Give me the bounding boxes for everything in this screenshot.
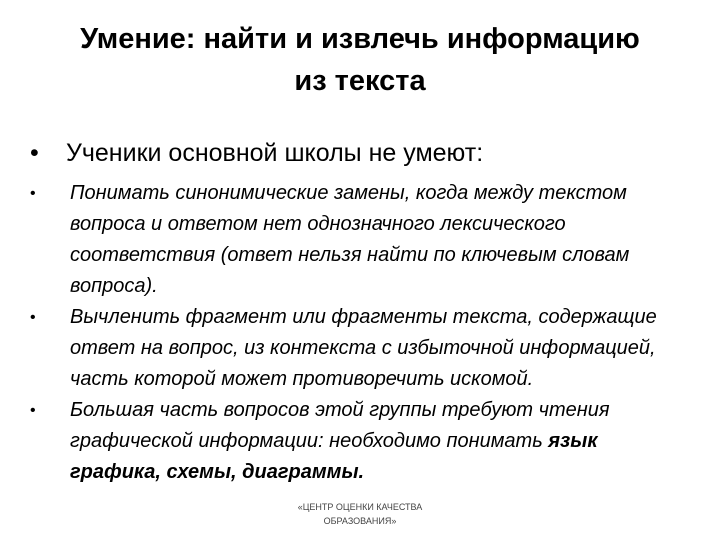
bullet-icon: •: [30, 309, 36, 326]
bullet-item-text-regular: Большая часть вопросов этой группы требуют чтения графической информации: необходимо понимать: [70, 399, 610, 452]
bullet-item: [30, 302, 690, 395]
main-bullet-text: Ученики основной школы не умеют:: [66, 139, 484, 167]
footer-line-2: ОБРАЗОВАНИЯ»: [323, 516, 397, 526]
title-line-1: Умение: найти и извлечь информацию: [80, 23, 640, 55]
bullet-item-text: Вычленить фрагмент или фрагменты текста, содержащие ответ на вопрос, из контекста с избыточной информацией, часть которой может противоречить искомой.: [70, 306, 657, 390]
title-line-2: из текста: [294, 65, 426, 97]
footer-organization: [270, 500, 450, 528]
slide-title: [30, 18, 690, 102]
bullet-icon: •: [30, 139, 39, 167]
main-bullet: [30, 136, 690, 170]
footer-line-1: «ЦЕНТР ОЦЕНКИ КАЧЕСТВА: [297, 502, 423, 512]
bullet-item: [30, 395, 690, 488]
bullet-item-text: Понимать синонимические замены, когда между текстом вопроса и ответом нет однозначного лексического соответствия (ответ нельзя найти по ключевым словам вопроса).: [70, 182, 630, 297]
bullet-list: [30, 178, 690, 488]
bullet-item-text-bold: язык графика, схемы, диаграммы.: [70, 430, 598, 483]
bullet-icon: •: [30, 185, 36, 202]
bullet-item-text: [30, 395, 690, 488]
bullet-item: [30, 178, 690, 302]
bullet-icon: •: [30, 402, 36, 419]
